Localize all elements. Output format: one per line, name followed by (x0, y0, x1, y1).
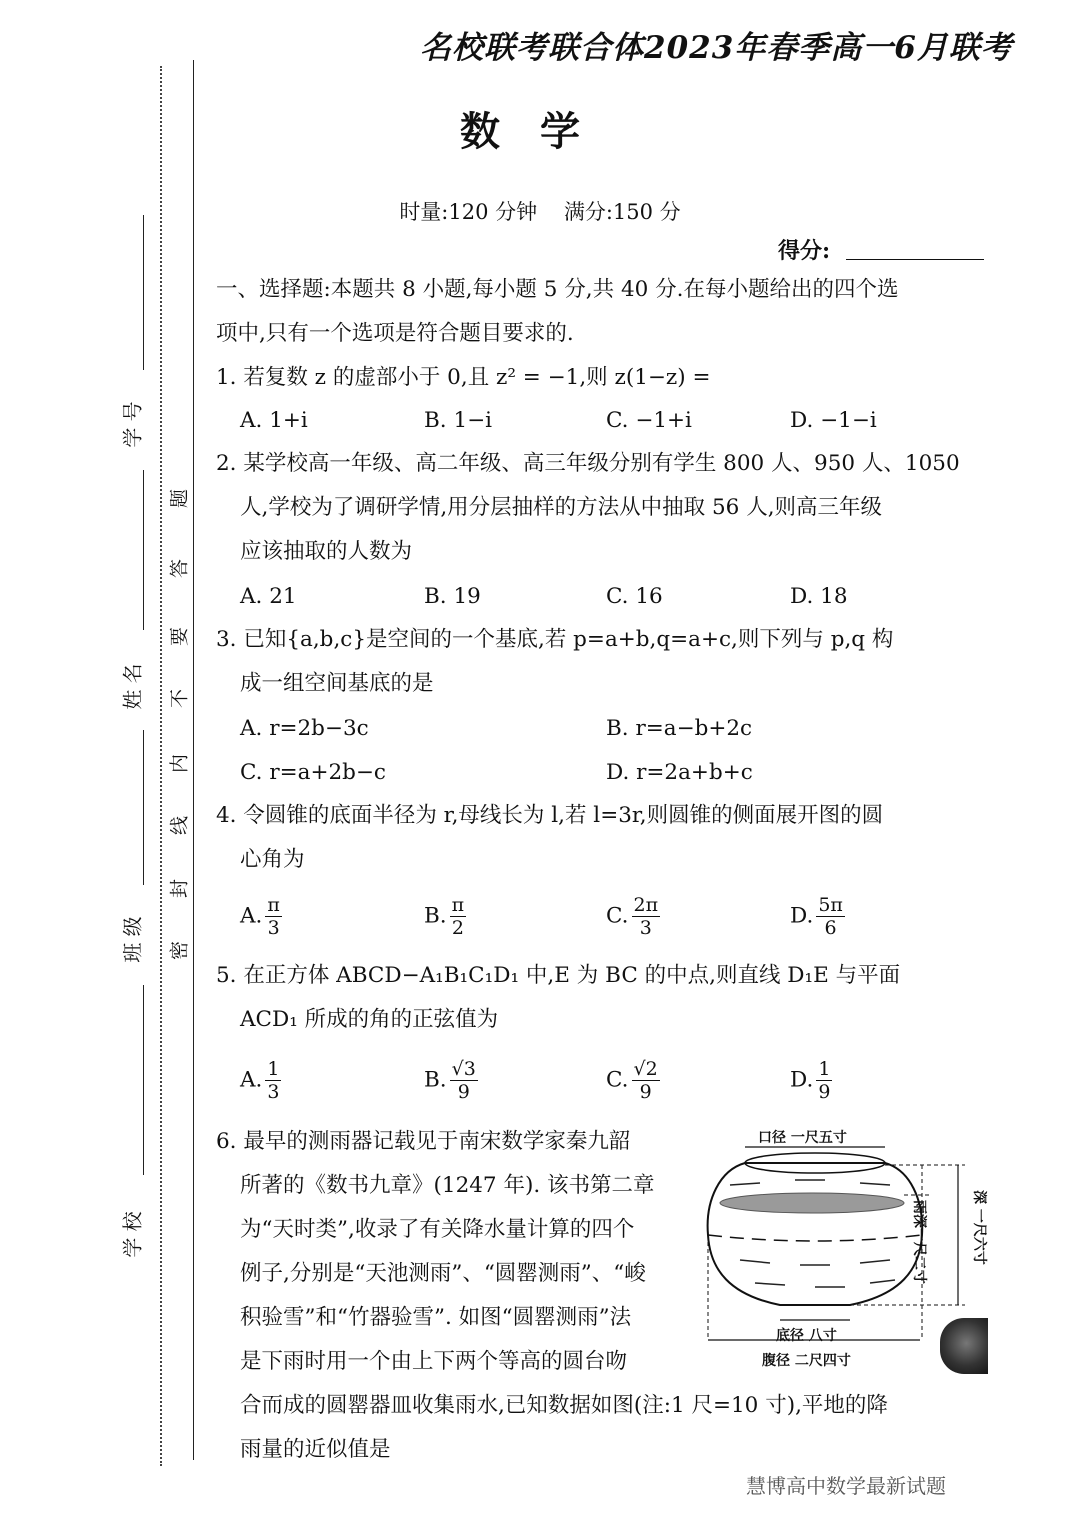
option-c[interactable]: C. r=a+2b−c (240, 760, 386, 785)
option-d[interactable]: D. −1−i (790, 408, 877, 433)
seal-notice-char: 密 (168, 941, 191, 961)
section-instructions-line: 项中,只有一个选项是符合题目要求的. (216, 321, 574, 346)
seal-notice-char: 内 (168, 754, 191, 774)
option-c[interactable]: C. −1+i (606, 408, 692, 433)
score-blank[interactable] (846, 259, 984, 260)
option-c[interactable]: C. $\frac{√2}{9}$ (606, 1058, 658, 1103)
question-1-stem: 1. 若复数 z 的虚部小于 0,且 z² = −1,则 z(1−z) = (216, 365, 711, 390)
question-6-stem: 6. 最早的测雨器记载见于南宋数学家秦九韶 (216, 1129, 631, 1154)
option-b[interactable]: B. r=a−b+2c (606, 716, 753, 741)
option-a[interactable]: A. 21 (240, 584, 297, 609)
question-6-stem: 所著的《数书九章》(1247 年). 该书第二章 (240, 1173, 655, 1198)
question-6-stem: 例子,分别是“天池测雨”、“圆罂测雨”、“峻 (240, 1261, 646, 1286)
figure-depth-label: 深 一尺六寸 (971, 1190, 987, 1265)
option-d[interactable]: D. $\frac{1}{9}$ (790, 1058, 831, 1103)
question-3-stem: 3. 已知{a,b,c}是空间的一个基底,若 p=a+b,q=a+c,则下列与 p,q 构 (216, 627, 894, 652)
seal-notice-char: 封 (168, 879, 191, 899)
watermark-text: 慧博高中数学最新试题 (746, 1474, 946, 1498)
option-d[interactable]: D. r=2a+b+c (606, 760, 753, 785)
seal-notice-char: 题 (168, 489, 191, 509)
question-3-stem: 成一组空间基底的是 (240, 671, 434, 696)
seal-dotted-line (160, 66, 162, 1466)
option-a[interactable]: A. $\frac{1}{3}$ (240, 1058, 280, 1103)
question-5-stem: ACD₁ 所成的角的正弦值为 (240, 1007, 499, 1032)
figure-rain-depth-label: 雨深一尺二寸 (911, 1200, 927, 1284)
seal-notice-char: 不 (168, 689, 191, 709)
option-b[interactable]: B. $\frac{√3}{9}$ (424, 1058, 476, 1103)
option-b[interactable]: B. $\frac{\pi}{2}$ (424, 894, 465, 939)
seal-notice-char: 要 (168, 627, 191, 647)
option-c[interactable]: C. 16 (606, 584, 663, 609)
subject-title: 数学 (460, 108, 620, 155)
score-label: 得分: (778, 238, 831, 264)
seal-notice-char: 线 (168, 816, 191, 836)
option-a[interactable]: A. $\frac{\pi}{3}$ (240, 894, 280, 939)
binding-line (193, 60, 194, 1460)
figure-belly-label: 腹径 二尺四寸 (762, 1353, 851, 1369)
question-2-stem: 应该抽取的人数为 (240, 539, 413, 564)
figure-top-label: 口径 一尺五寸 (758, 1130, 847, 1146)
question-6-stem: 为“天时类”,收录了有关降水量计算的四个 (240, 1217, 635, 1242)
question-5-stem: 5. 在正方体 ABCD−A₁B₁C₁D₁ 中,E 为 BC 的中点,则直线 D₁E 与平面 (216, 963, 901, 988)
figure-bottom-label: 底径 八寸 (776, 1328, 837, 1344)
name-label: 姓 名 (120, 663, 145, 710)
seal-notice-char: 答 (168, 559, 191, 579)
school-field-line[interactable] (143, 985, 144, 1175)
id-field-line[interactable] (143, 215, 144, 370)
question-6-stem: 合而成的圆罂器皿收集雨水,已知数据如图(注:1 尺=10 寸),平地的降 (240, 1393, 888, 1418)
option-d[interactable]: D. $\frac{5\pi}{6}$ (790, 894, 843, 939)
option-a[interactable]: A. 1+i (240, 408, 308, 433)
option-b[interactable]: B. 1−i (424, 408, 493, 433)
question-6-stem: 是下雨时用一个由上下两个等高的圆台吻 (240, 1349, 628, 1374)
student-id-label: 学 号 (120, 401, 145, 448)
vessel-photo (940, 1318, 988, 1374)
name-field-line[interactable] (143, 470, 144, 630)
section-heading (216, 268, 898, 312)
question-4-stem: 心角为 (240, 847, 305, 872)
option-a[interactable]: A. r=2b−3c (240, 716, 369, 741)
option-d[interactable]: D. 18 (790, 584, 848, 609)
school-label: 学 校 (120, 1211, 145, 1258)
exam-info: 时量:120 分钟 满分:150 分 (399, 200, 681, 224)
question-2-stem: 2. 某学校高一年级、高二年级、高三年级分别有学生 800 人、950 人、1050 (216, 451, 960, 476)
option-c[interactable]: C. $\frac{2\pi}{3}$ (606, 894, 659, 939)
question-6-stem: 积验雪”和“竹器验雪”. 如图“圆罂测雨”法 (240, 1305, 632, 1330)
question-2-stem: 人,学校为了调研学情,用分层抽样的方法从中抽取 56 人,则高三年级 (240, 495, 883, 520)
exam-header-title: 名校联考联合体2023年春季高一6月联考 (420, 30, 1013, 66)
class-label: 班 级 (120, 916, 145, 963)
option-b[interactable]: B. 19 (424, 584, 481, 609)
question-4-stem: 4. 令圆锥的底面半径为 r,母线长为 l,若 l=3r,则圆锥的侧面展开图的圆 (216, 803, 884, 828)
question-6-stem: 雨量的近似值是 (240, 1437, 391, 1462)
section-instructions-line: 一、选择题:本题共 8 小题,每小题 5 分,共 40 分.在每小题给出的四个选 (216, 277, 899, 302)
class-field-line[interactable] (143, 730, 144, 885)
